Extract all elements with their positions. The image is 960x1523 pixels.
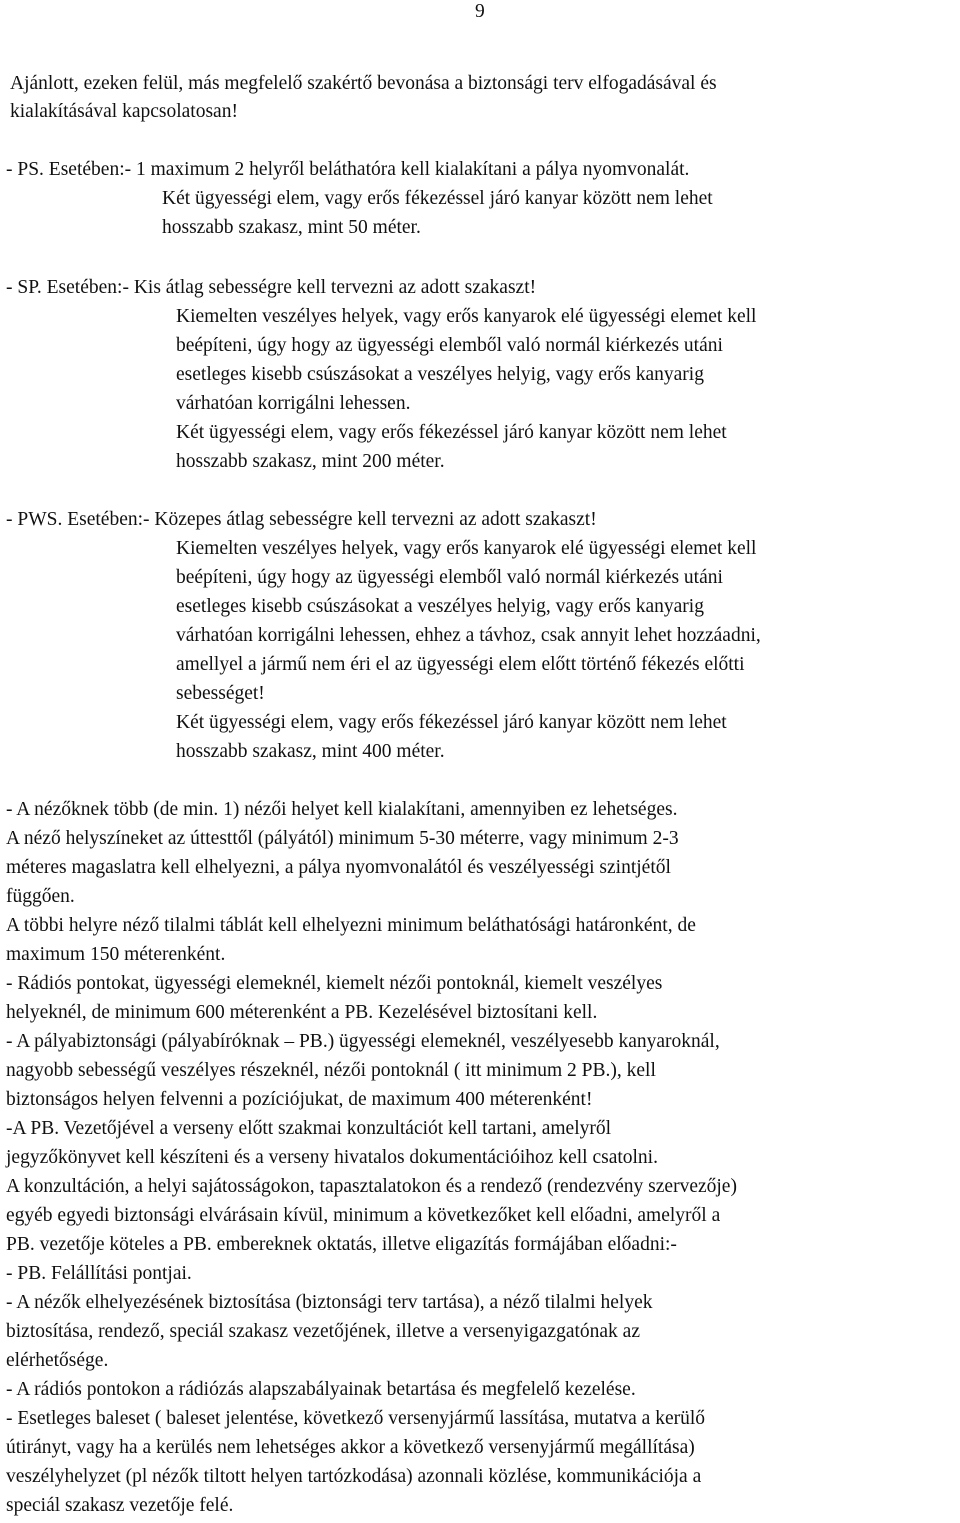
- pws-line: beépíteni, úgy hogy az ügyességi elemből való normál kiérkezés utáni: [176, 567, 723, 588]
- body-line: méteres magaslatra kell elhelyezni, a pálya nyomvonalától és veszélyességi szintjétől: [6, 857, 671, 878]
- body-line: A konzultáción, a helyi sajátosságokon, tapasztalatokon és a rendező (rendezvény szervezője): [6, 1176, 737, 1197]
- sp-line: Két ügyességi elem, vagy erős fékezéssel járó kanyar között nem lehet: [176, 422, 727, 443]
- pws-line: amellyel a jármű nem éri el az ügyességi elem előtt történő fékezés előtti: [176, 654, 745, 675]
- body-line: PB. vezetője köteles a PB. embereknek oktatás, illetve eligazítás formájában előadni:-: [6, 1234, 677, 1255]
- body-line: függően.: [6, 886, 75, 907]
- body-line: - A nézőknek több (de min. 1) nézői helyet kell kialakítani, amennyiben ez lehetséges.: [6, 799, 678, 820]
- body-line: speciál szakasz vezetője felé.: [6, 1495, 234, 1516]
- ps-line: hosszabb szakasz, mint 50 méter.: [162, 217, 421, 238]
- sp-line: beépíteni, úgy hogy az ügyességi elemből való normál kiérkezés utáni: [176, 335, 723, 356]
- body-line: - PB. Felállítási pontjai.: [6, 1263, 192, 1284]
- pws-line: Kiemelten veszélyes helyek, vagy erős kanyarok elé ügyességi elemet kell: [176, 538, 757, 559]
- sp-line: hosszabb szakasz, mint 200 méter.: [176, 451, 445, 472]
- pws-line: esetleges kisebb csúszásokat a veszélyes helyig, vagy erős kanyarig: [176, 596, 704, 617]
- body-line: helyeknél, de minimum 600 méterenként a PB. Kezelésével biztosítani kell.: [6, 1002, 598, 1023]
- body-line: egyéb egyedi biztonsági elvárásain kívül, minimum a következőket kell előadni, amelyről a: [6, 1205, 721, 1226]
- body-line: veszélyhelyzet (pl nézők tiltott helyen tartózkodása) azonnali közlése, kommunikációja a: [6, 1466, 702, 1487]
- body-line: - Esetleges baleset ( baleset jelentése, következő versenyjármű lassítása, mutatva a kerülő: [6, 1408, 706, 1429]
- page-number: 9: [475, 1, 485, 22]
- pws-line: hosszabb szakasz, mint 400 méter.: [176, 741, 445, 762]
- pws-line: várhatóan korrigálni lehessen, ehhez a távhoz, csak annyit lehet hozzáadni,: [176, 625, 761, 646]
- body-line: maximum 150 méterenként.: [6, 944, 226, 965]
- body-line: útirányt, vagy ha a kerülés nem lehetséges akkor a következő versenyjármű megállítása): [6, 1437, 695, 1458]
- body-line: - Rádiós pontokat, ügyességi elemeknél, kiemelt nézői pontoknál, kiemelt veszélyes: [6, 973, 663, 994]
- body-line: -A PB. Vezetőjével a verseny előtt szakmai konzultációt kell tartani, amelyről: [6, 1118, 612, 1139]
- body-line: jegyzőkönyvet kell készíteni és a verseny hivatalos dokumentációihoz kell csatolni.: [6, 1147, 658, 1168]
- intro-line: Ajánlott, ezeken felül, más megfelelő szakértő bevonása a biztonsági terv elfogadásával és: [10, 73, 717, 94]
- body-line: A többi helyre néző tilalmi táblát kell elhelyezni minimum beláthatósági határonként, de: [6, 915, 696, 936]
- body-line: biztonságos helyen felvenni a pozíciójukat, de maximum 400 méterenként!: [6, 1089, 593, 1110]
- sp-line: Kiemelten veszélyes helyek, vagy erős kanyarok elé ügyességi elemet kell: [176, 306, 757, 327]
- body-line: A néző helyszíneket az úttesttől (pályától) minimum 5-30 méterre, vagy minimum 2-3: [6, 828, 679, 849]
- pws-line: Két ügyességi elem, vagy erős fékezéssel járó kanyar között nem lehet: [176, 712, 727, 733]
- body-line: nagyobb sebességű veszélyes részeknél, nézői pontoknál ( itt minimum 2 PB.), kell: [6, 1060, 656, 1081]
- sp-line: várhatóan korrigálni lehessen.: [176, 393, 411, 414]
- pws-heading: - PWS. Esetében:- Közepes átlag sebességre kell tervezni az adott szakaszt!: [6, 509, 597, 530]
- body-line: - A nézők elhelyezésének biztosítása (biztonsági terv tartása), a néző tilalmi helyek: [6, 1292, 653, 1313]
- body-line: elérhetősége.: [6, 1350, 109, 1371]
- pws-line: sebességet!: [176, 683, 265, 704]
- intro-line: kialakításával kapcsolatosan!: [10, 101, 238, 122]
- sp-heading: - SP. Esetében:- Kis átlag sebességre kell tervezni az adott szakaszt!: [6, 277, 537, 298]
- body-line: - A rádiós pontokon a rádiózás alapszabályainak betartása és megfelelő kezelése.: [6, 1379, 636, 1400]
- ps-line: Két ügyességi elem, vagy erős fékezéssel járó kanyar között nem lehet: [162, 188, 713, 209]
- body-line: biztosítása, rendező, speciál szakasz vezetőjének, illetve a versenyigazgatónak az: [6, 1321, 640, 1342]
- ps-heading: - PS. Esetében:- 1 maximum 2 helyről beláthatóra kell kialakítani a pálya nyomvonalát.: [6, 159, 690, 180]
- body-line: - A pályabiztonsági (pályabíróknak – PB.) ügyességi elemeknél, veszélyesebb kanyaroknál,: [6, 1031, 720, 1052]
- sp-line: esetleges kisebb csúszásokat a veszélyes helyig, vagy erős kanyarig: [176, 364, 704, 385]
